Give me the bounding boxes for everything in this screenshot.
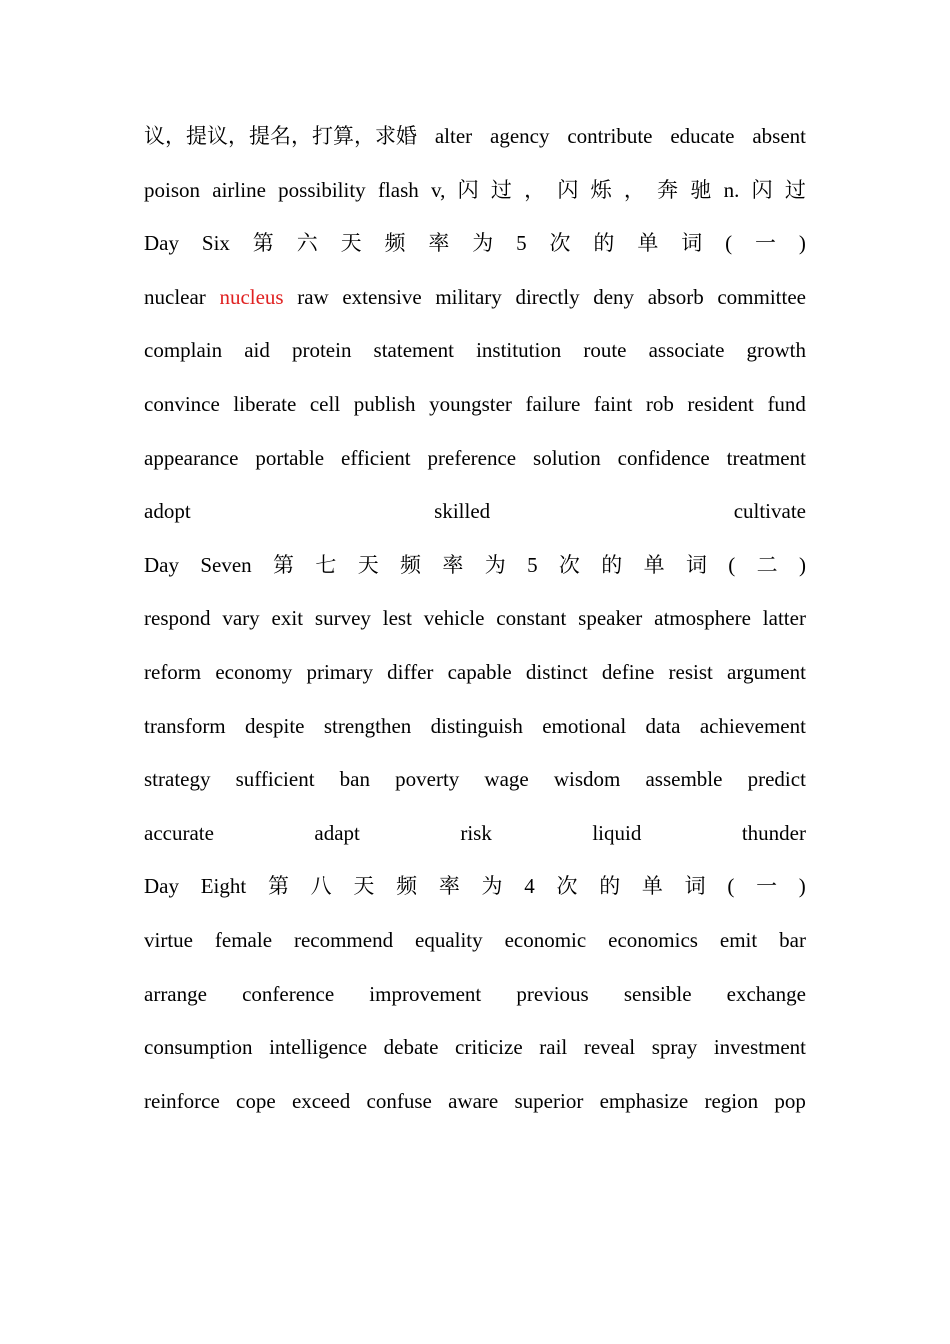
word: 烁 (590, 177, 612, 202)
word: statement (373, 338, 455, 363)
word: survey (314, 606, 371, 631)
word: 词 (684, 874, 706, 899)
day-heading (144, 539, 806, 593)
word: bar (779, 927, 806, 952)
word: pop (774, 1088, 806, 1113)
word: absent (752, 124, 806, 148)
word: 次 (558, 552, 580, 577)
word: 奔 (657, 177, 679, 202)
word: 率 (428, 231, 450, 256)
word: faint (593, 391, 633, 416)
word: 5 (516, 231, 527, 256)
word: improvement (369, 981, 482, 1006)
text-line (144, 485, 806, 539)
word: military (435, 284, 502, 309)
word: convince (144, 391, 220, 416)
word: intelligence (269, 1035, 368, 1060)
word: region (704, 1088, 759, 1113)
word: 为 (484, 552, 506, 577)
word: wage (484, 767, 529, 792)
word: 率 (442, 552, 464, 577)
word: 词 (681, 231, 703, 256)
word: absorb (647, 284, 704, 309)
word: exit (271, 606, 304, 631)
word: latter (762, 606, 806, 631)
word: 驰 (690, 177, 712, 202)
word: recommend (293, 927, 394, 952)
word: 第 (273, 552, 295, 577)
word: v, (431, 177, 446, 202)
word: economics (608, 927, 698, 952)
text-line (144, 592, 806, 646)
word: equality (415, 927, 483, 952)
word: economy (215, 659, 293, 684)
word: 率 (438, 874, 460, 899)
day-heading (144, 217, 806, 271)
text-line (144, 378, 806, 432)
word: poison (144, 177, 201, 202)
word: Day (144, 231, 179, 256)
word: constant (496, 606, 567, 631)
word: atmosphere (654, 606, 751, 631)
word: preference (427, 445, 517, 470)
word: virtue (144, 927, 193, 952)
word: 的 (599, 874, 621, 899)
word: lest (382, 606, 412, 631)
word: appearance (144, 445, 239, 470)
word: 的 (593, 231, 615, 256)
word: primary (306, 659, 373, 684)
word: rob (645, 391, 674, 416)
word: protein (291, 338, 352, 363)
word: data (645, 713, 681, 738)
word: 一 (756, 874, 778, 899)
word: spray (651, 1035, 698, 1060)
word: flash (377, 177, 419, 202)
text-line (144, 1021, 806, 1075)
word: alter (434, 124, 473, 148)
word: female (214, 927, 273, 952)
word: 过 (784, 177, 806, 202)
text-line (144, 164, 806, 218)
text-line (144, 1075, 806, 1129)
word: reinforce (144, 1088, 220, 1113)
word: resident (687, 391, 754, 416)
text-line (144, 324, 806, 378)
word: ban (339, 767, 370, 792)
word: treatment (726, 445, 806, 470)
word: Eight (200, 874, 247, 899)
word: efficient (341, 445, 411, 470)
word: airline (212, 177, 266, 202)
word: ， (524, 177, 546, 202)
word: capable (447, 659, 512, 684)
word: youngster (429, 391, 512, 416)
word: rail (539, 1035, 568, 1060)
word: 八 (310, 874, 332, 899)
word: 次 (556, 874, 578, 899)
word: liberate (233, 391, 297, 416)
word: 4 (524, 874, 535, 899)
word: adapt (314, 820, 360, 845)
word: sufficient (235, 767, 315, 792)
word: skilled (434, 499, 491, 524)
word: possibility (278, 177, 366, 202)
word: sensible (623, 981, 692, 1006)
word: 议，提议，提名，打算，求婚 (144, 124, 417, 148)
word: adopt (144, 499, 191, 524)
word: respond (144, 606, 211, 631)
word: 为 (481, 874, 503, 899)
word: confuse (366, 1088, 432, 1113)
word: exceed (291, 1088, 351, 1113)
word: complain (144, 338, 223, 363)
word: route (583, 338, 627, 363)
word: cell (309, 391, 341, 416)
word: accurate (144, 820, 214, 845)
word: distinct (525, 659, 588, 684)
word: transform (144, 713, 226, 738)
word: 频 (396, 874, 418, 899)
word: exchange (726, 981, 806, 1006)
word: aware (448, 1088, 499, 1113)
word: ( (728, 552, 736, 577)
word: achievement (699, 713, 806, 738)
word: risk (460, 820, 492, 845)
word: 闪 (557, 177, 579, 202)
word: solution (533, 445, 601, 470)
word: 单 (643, 552, 665, 577)
text-line (144, 271, 806, 325)
word: cope (236, 1088, 276, 1113)
text-line (144, 968, 806, 1022)
word: strategy (144, 767, 211, 792)
word: 六 (296, 231, 318, 256)
word: differ (387, 659, 434, 684)
word: nuclear (144, 284, 206, 309)
word: liquid (592, 820, 642, 845)
word: extensive (342, 284, 422, 309)
word: portable (255, 445, 325, 470)
word: emit (719, 927, 758, 952)
word: resist (668, 659, 713, 684)
word: 天 (357, 552, 379, 577)
word: 词 (685, 552, 707, 577)
word: aid (244, 338, 270, 363)
word: investment (713, 1035, 806, 1060)
word: Day (144, 874, 179, 899)
word: 天 (340, 231, 362, 256)
word: Seven (200, 552, 252, 577)
word: assemble (645, 767, 723, 792)
word: ) (798, 552, 806, 577)
word: agency (490, 124, 550, 148)
word: 频 (400, 552, 422, 577)
word: 为 (472, 231, 494, 256)
text-line (144, 432, 806, 486)
word: ( (727, 874, 735, 899)
word: educate (670, 124, 735, 148)
word: deny (593, 284, 635, 309)
text-line (144, 110, 806, 164)
word: 单 (637, 231, 659, 256)
word: 5 (527, 552, 538, 577)
word: argument (727, 659, 806, 684)
word: associate (648, 338, 725, 363)
word: predict (747, 767, 806, 792)
word: failure (525, 391, 581, 416)
text-line (144, 753, 806, 807)
word: fund (767, 391, 806, 416)
word: 七 (315, 552, 337, 577)
word: reveal (583, 1035, 636, 1060)
word: growth (746, 338, 806, 363)
word: confidence (617, 445, 710, 470)
word: Day (144, 552, 179, 577)
word: contribute (567, 124, 653, 148)
word: arrange (144, 981, 207, 1006)
word: poverty (395, 767, 460, 792)
word: vehicle (423, 606, 485, 631)
word: 天 (353, 874, 375, 899)
day-heading (144, 860, 806, 914)
word: 第 (267, 874, 289, 899)
word: 单 (641, 874, 663, 899)
word: debate (383, 1035, 439, 1060)
word: thunder (741, 820, 806, 845)
word: 频 (384, 231, 406, 256)
word: ) (798, 874, 806, 899)
word: wisdom (553, 767, 621, 792)
document-body (144, 110, 806, 1128)
word: emphasize (599, 1088, 689, 1113)
word: 的 (601, 552, 623, 577)
word: 过 (490, 177, 512, 202)
word: vary (222, 606, 260, 631)
word: distinguish (430, 713, 523, 738)
word: 次 (549, 231, 571, 256)
word: Six (201, 231, 230, 256)
highlighted-word: nucleus (219, 284, 284, 309)
word: institution (476, 338, 562, 363)
word: despite (245, 713, 305, 738)
text-line (144, 646, 806, 700)
text-line (144, 700, 806, 754)
word: n. (723, 177, 740, 202)
word: 二 (756, 552, 778, 577)
text-line (144, 807, 806, 861)
word: speaker (578, 606, 643, 631)
text-line (144, 914, 806, 968)
word: ， (623, 177, 645, 202)
word: criticize (455, 1035, 523, 1060)
word: 闪 (751, 177, 773, 202)
word: 闪 (457, 177, 479, 202)
word: raw (297, 284, 329, 309)
word: superior (514, 1088, 584, 1113)
word: consumption (144, 1035, 253, 1060)
word: define (601, 659, 655, 684)
word: committee (717, 284, 806, 309)
word: reform (144, 659, 202, 684)
word: directly (515, 284, 580, 309)
word: 一 (754, 231, 776, 256)
word: cultivate (733, 499, 806, 524)
word: publish (353, 391, 416, 416)
word: ) (798, 231, 806, 256)
word: conference (242, 981, 335, 1006)
word: ( (725, 231, 733, 256)
word: 第 (252, 231, 274, 256)
word: economic (504, 927, 587, 952)
word: emotional (542, 713, 627, 738)
word: previous (516, 981, 589, 1006)
word: strengthen (323, 713, 412, 738)
